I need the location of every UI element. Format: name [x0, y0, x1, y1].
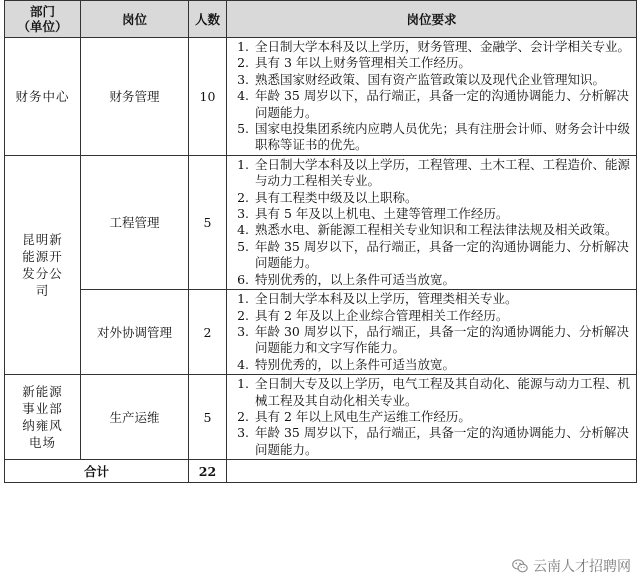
position-title: 财务管理: [109, 88, 160, 104]
requirement-item: 1. 全日制大学本科及以上学历，管理类相关专业。: [253, 291, 632, 307]
requirements-cell: [227, 375, 637, 460]
requirement-item: 5. 年龄 35 周岁以下，品行端正，具备一定的沟通协调能力、分析解决问题能力。: [253, 239, 632, 272]
requirements-cell: [227, 155, 637, 289]
requirement-item: 1. 全日制大学本科及以上学历，财务管理、金融学、会计学相关专业。: [253, 39, 632, 55]
position-cell: [81, 155, 189, 289]
position-title: 对外协调管理: [96, 324, 172, 340]
count-cell: [189, 375, 227, 460]
count-cell: [189, 155, 227, 289]
requirements-list: [233, 39, 632, 154]
header-position: 岗位: [81, 1, 189, 38]
wechat-icon: [512, 558, 528, 574]
header-row: [5, 1, 637, 38]
table-row: [5, 38, 637, 156]
position-cell: [81, 375, 189, 460]
requirement-item: 2. 具有 2 年及以上企业综合管理相关工作经历。: [253, 308, 632, 324]
requirements-list: [233, 291, 632, 373]
requirement-item: 4. 年龄 35 周岁以下，品行端正，具备一定的沟通协调能力、分析解决问题能力。: [253, 88, 632, 121]
requirement-item: 3. 年龄 30 周岁以下，品行端正，具备一定的沟通协调能力、分析解决问题能力和文字写作能力。: [253, 324, 632, 357]
requirement-item: 4. 熟悉水电、新能源工程相关专业知识和工程法律法规及相关政策。: [253, 222, 632, 238]
requirement-item: 1. 全日制大学本科及以上学历，工程管理、土木工程、工程造价、能源与动力工程相关专业。: [253, 157, 632, 190]
position-cell: [81, 38, 189, 156]
requirement-item: 6. 特别优秀的，以上条件可适当放宽。: [253, 272, 632, 288]
table-row: [5, 155, 637, 289]
count-cell: [189, 290, 227, 375]
total-empty: [227, 460, 637, 483]
recruitment-table: [4, 0, 637, 483]
position-count: 5: [203, 214, 212, 230]
requirement-item: 3. 熟悉国家财经政策、国有资产监管政策以及现代企业管理知识。: [253, 72, 632, 88]
requirement-item: 2. 具有工程类中级及以上职称。: [253, 190, 632, 206]
watermark: [512, 556, 631, 576]
position-title: 工程管理: [109, 214, 160, 230]
dept-cell: [5, 155, 81, 374]
requirement-item: 3. 具有 5 年及以上机电、土建等管理工作经历。: [253, 206, 632, 222]
requirements-list: [233, 376, 632, 458]
dept-name: 新能源事业部纳雍风电场: [22, 384, 63, 451]
requirement-item: 1. 全日制大专及以上学历，电气工程及其自动化、能源与动力工程、机械工程及其自动化相关专业。: [253, 376, 632, 409]
requirement-item: 3. 年龄 35 周岁以下，品行端正，具备一定的沟通协调能力、分析解决问题能力。: [253, 425, 632, 458]
dept-cell: [5, 375, 81, 460]
dept-name: 财务中心: [15, 88, 70, 104]
total-count: 22: [189, 460, 227, 483]
dept-cell: [5, 38, 81, 156]
total-label: 合计: [5, 460, 189, 483]
table-row: [5, 290, 637, 375]
position-count: 10: [199, 88, 216, 104]
position-count: 2: [203, 324, 212, 340]
requirement-item: 4. 特别优秀的，以上条件可适当放宽。: [253, 357, 632, 373]
position-title: 生产运维: [109, 409, 160, 425]
watermark-text: 云南人才招聘网: [533, 559, 631, 575]
table-row: [5, 375, 637, 460]
requirements-cell: [227, 38, 637, 156]
requirements-list: [233, 157, 632, 288]
total-row: [5, 460, 637, 483]
requirement-item: 2. 具有 2 年以上风电生产运维工作经历。: [253, 409, 632, 425]
count-cell: [189, 38, 227, 156]
header-count: 人数: [189, 1, 227, 38]
requirement-item: 2. 具有 3 年以上财务管理相关工作经历。: [253, 55, 632, 71]
position-count: 5: [203, 409, 212, 425]
header-dept: 部门 （单位）: [5, 1, 81, 38]
requirement-item: 5. 国家电投集团系统内应聘人员优先；具有注册会计师、财务会计中级职称等证书的优先。: [253, 121, 632, 154]
header-requirements: 岗位要求: [227, 1, 637, 38]
requirements-cell: [227, 290, 637, 375]
dept-name: 昆明新能源开发分公司: [22, 231, 63, 298]
position-cell: [81, 290, 189, 375]
